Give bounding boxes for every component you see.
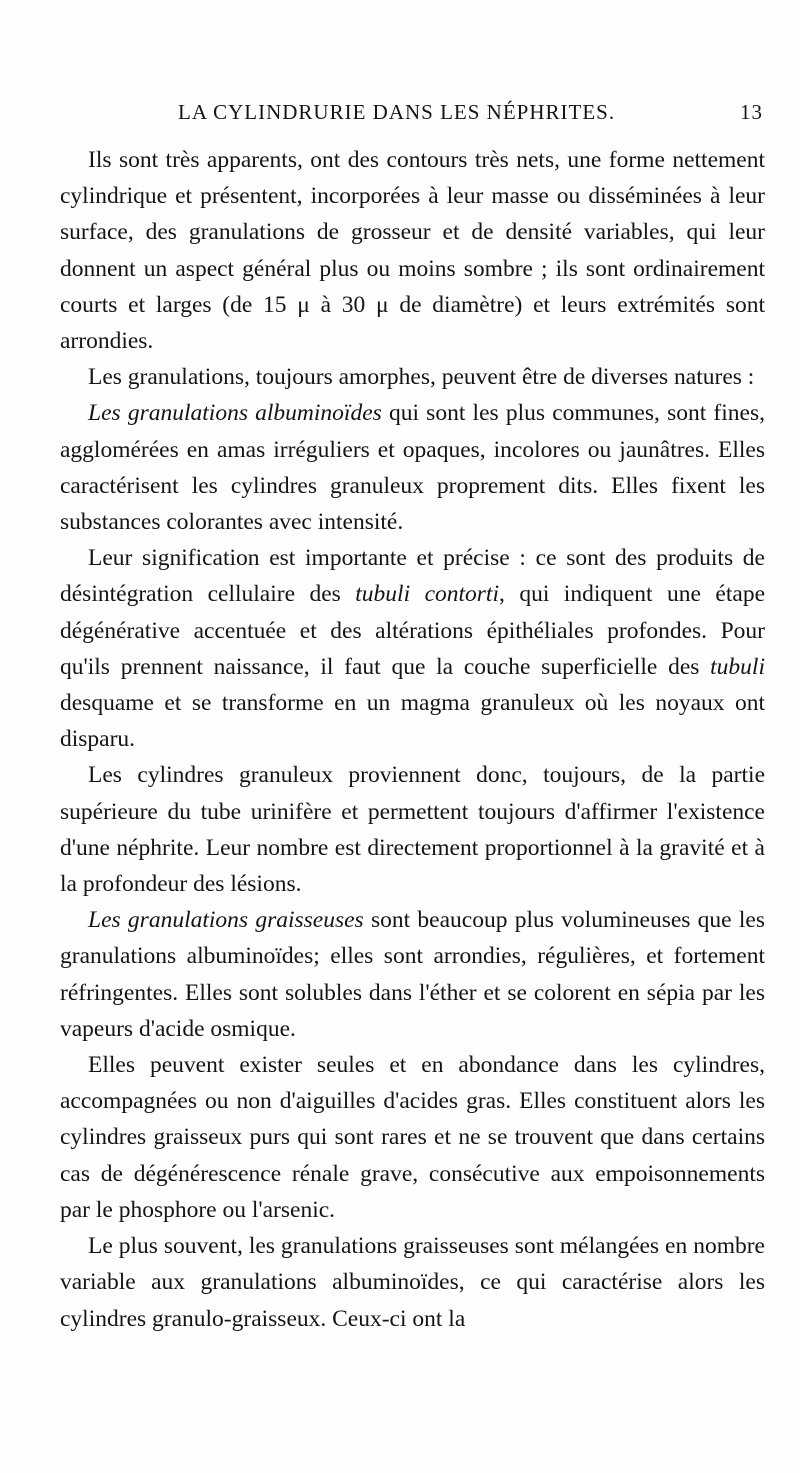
running-title: LA CYLINDRURIE DANS LES NÉPHRITES.	[178, 100, 616, 124]
paragraph-granulo-fatty-cylinders: Le plus souvent, les granulations graisseuses sont mélangées en nombre variable aux granulations albuminoïdes, ce qui caractérise alors les cylindres granulo-graisseux. Ceux-ci ont la	[60, 1233, 765, 1332]
italic-term: tubuli	[710, 653, 765, 680]
italic-term: Les granulations albuminoïdes	[88, 400, 382, 427]
page-number: 13	[740, 100, 763, 124]
paragraph-granulation-types: Les granulations, toujours amorphes, peuvent être de diverses natures :	[88, 364, 755, 391]
paragraph-pure-fatty-cylinders: Elles peuvent exister seules et en abondance dans les cylindres, accompagnées ou non d'aiguilles d'acides gras. Elles constituent alors les cylindres graisseux purs qui sont rares et ne se trouvent que dans certains cas de dégénérescence rénale grave, consécutive aux empoisonnements par le phosphore ou l'arsenic.	[60, 1052, 765, 1223]
paragraph-cylinder-description: Ils sont très apparents, ont des contours très nets, une forme nettement cylindrique et présentent, incorporées à leur masse ou disséminées à leur surface, des granulations de grosseur et de densité variables, qui leur donnent un aspect général plus ou moins sombre ; ils sont ordinairement courts et larges (de 15 μ à 30 μ de diamètre) et leurs extrémités sont arrondies.	[60, 147, 765, 355]
italic-term: Les granulations graisseuses	[88, 907, 364, 934]
paragraph-significance: Leur signification est importante et précise : ce sont des produits de désintégration cellulaire des tubuli contorti, qui indiquent une étape dégénérative accentuée et des altérations épithéliales profondes. Pour qu'ils prennent naissance, il faut que la couche superficielle des tubuli desquame et se transforme en un magma granuleux où les noyaux ont disparu.	[60, 545, 766, 753]
paragraph-granular-cylinders-origin: Les cylindres granuleux proviennent donc, toujours, de la partie supérieure du tube urinifère et permettent toujours d'affirmer l'existence d'une néphrite. Leur nombre est directement proportionnel à la gravité et à la profondeur des lésions.	[60, 762, 765, 898]
paragraph-albuminoid-granulations: Les granulations albuminoïdes qui sont les plus communes, sont fines, agglomérées en amas irréguliers et opaques, incolores ou jaunâtres. Elles caractérisent les cylindres granuleux proprement dits. Elles fixent les substances colorantes avec intensité.	[60, 400, 765, 536]
page-header	[60, 100, 765, 130]
body-text	[60, 142, 765, 1337]
italic-term: tubuli contorti	[355, 581, 499, 608]
paragraph-fatty-granulations: Les granulations graisseuses sont beaucoup plus volumineuses que les granulations albuminoïdes; elles sont arrondies, régulières, et fortement réfringentes. Elles sont solubles dans l'éther et se colorent en sépia par les vapeurs d'acide osmique.	[60, 907, 765, 1042]
